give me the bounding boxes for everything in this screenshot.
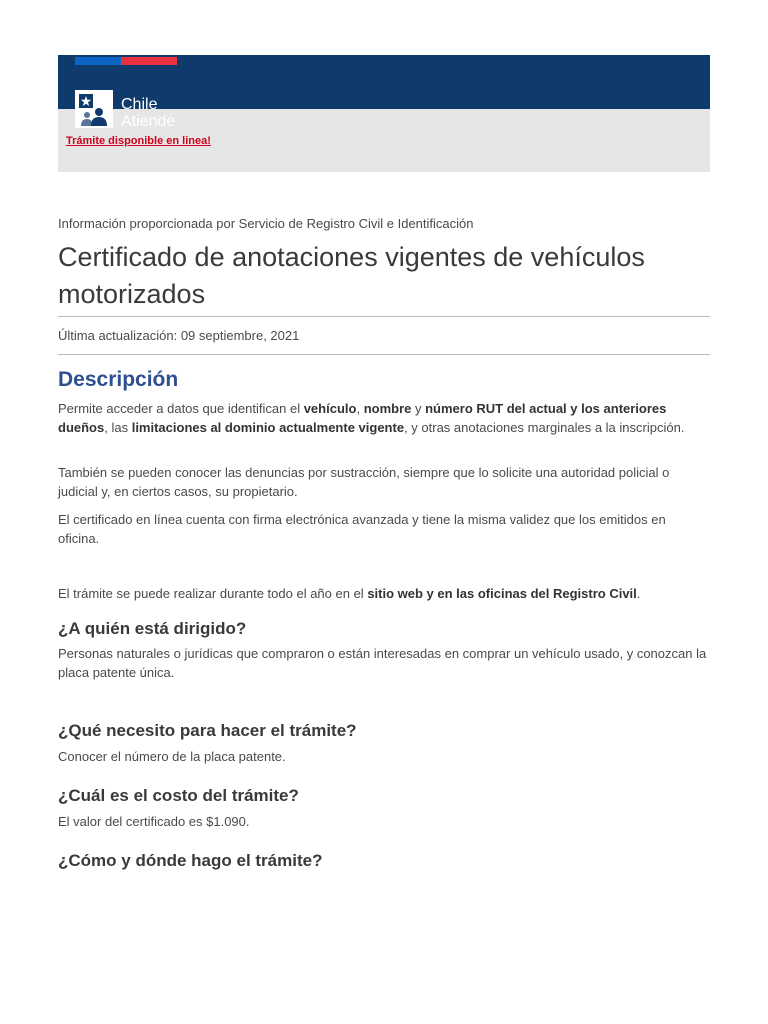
faq-answer-cost: El valor del certificado es $1.090. bbox=[58, 814, 250, 829]
page-title bbox=[58, 239, 710, 313]
faq-question-cost: ¿Cuál es el costo del trámite? bbox=[58, 786, 299, 805]
logo-text-atiende: Atiende bbox=[121, 113, 176, 130]
bold-sitio-web: sitio web y en las oficinas del Registro Civil bbox=[367, 586, 637, 601]
faq-question-audience: ¿A quién está dirigido? bbox=[58, 619, 247, 638]
description-paragraph-3: El certificado en línea cuenta con firma electrónica avanzada y tiene la misma validez que los emitidos en oficina. bbox=[58, 512, 666, 546]
online-procedure-link[interactable]: Trámite disponible en linea! bbox=[66, 135, 211, 147]
description-paragraph-1: Permite acceder a datos que identifican el vehículo, nombre y número RUT del actual y los anteriores dueños, las limitaciones al dominio actualmente vigente, y otras anotaciones marginales a la inscripción. bbox=[58, 401, 685, 435]
description-paragraph-4: El trámite se puede realizar durante todo el año en el sitio web y en las oficinas del Registro Civil. bbox=[58, 586, 641, 601]
divider-top bbox=[58, 316, 710, 317]
bold-rut: número RUT del actual y los anteriores dueños bbox=[58, 401, 667, 435]
chile-atiende-logo-icon bbox=[75, 90, 113, 128]
last-updated: Última actualización: 09 septiembre, 2021 bbox=[58, 328, 300, 343]
bold-nombre: nombre bbox=[363, 401, 412, 416]
provider-info: Información proporcionada por Servicio de Registro Civil e Identificación bbox=[58, 216, 474, 231]
flag-stripe-red bbox=[121, 57, 177, 65]
bold-limitaciones: limitaciones al dominio actualmente vigente bbox=[131, 420, 405, 435]
description-paragraph-2: También se pueden conocer las denuncias por sustracción, siempre que lo solicite una autoridad policial o judicial y, en ciertos casos, su propietario. bbox=[58, 465, 670, 499]
logo-text-chile: Chile bbox=[121, 96, 158, 113]
faq-question-how-where: ¿Cómo y dónde hago el trámite? bbox=[58, 851, 323, 870]
description-heading: Descripción bbox=[58, 368, 179, 391]
faq-answer-requirements: Conocer el número de la placa patente. bbox=[58, 749, 286, 764]
page-title-line-1: Certificado de anotaciones vigentes de vehículos bbox=[58, 242, 645, 272]
faq-question-requirements: ¿Qué necesito para hacer el trámite? bbox=[58, 721, 357, 740]
bold-vehiculo: vehículo bbox=[303, 401, 357, 416]
divider-bottom bbox=[58, 354, 710, 355]
page-title-line-2: motorizados bbox=[58, 279, 206, 309]
faq-answer-audience: Personas naturales o jurídicas que compraron o están interesadas en comprar un vehículo usado, y conozcan la placa patente única. bbox=[58, 646, 707, 680]
flag-stripe-blue bbox=[75, 57, 121, 65]
